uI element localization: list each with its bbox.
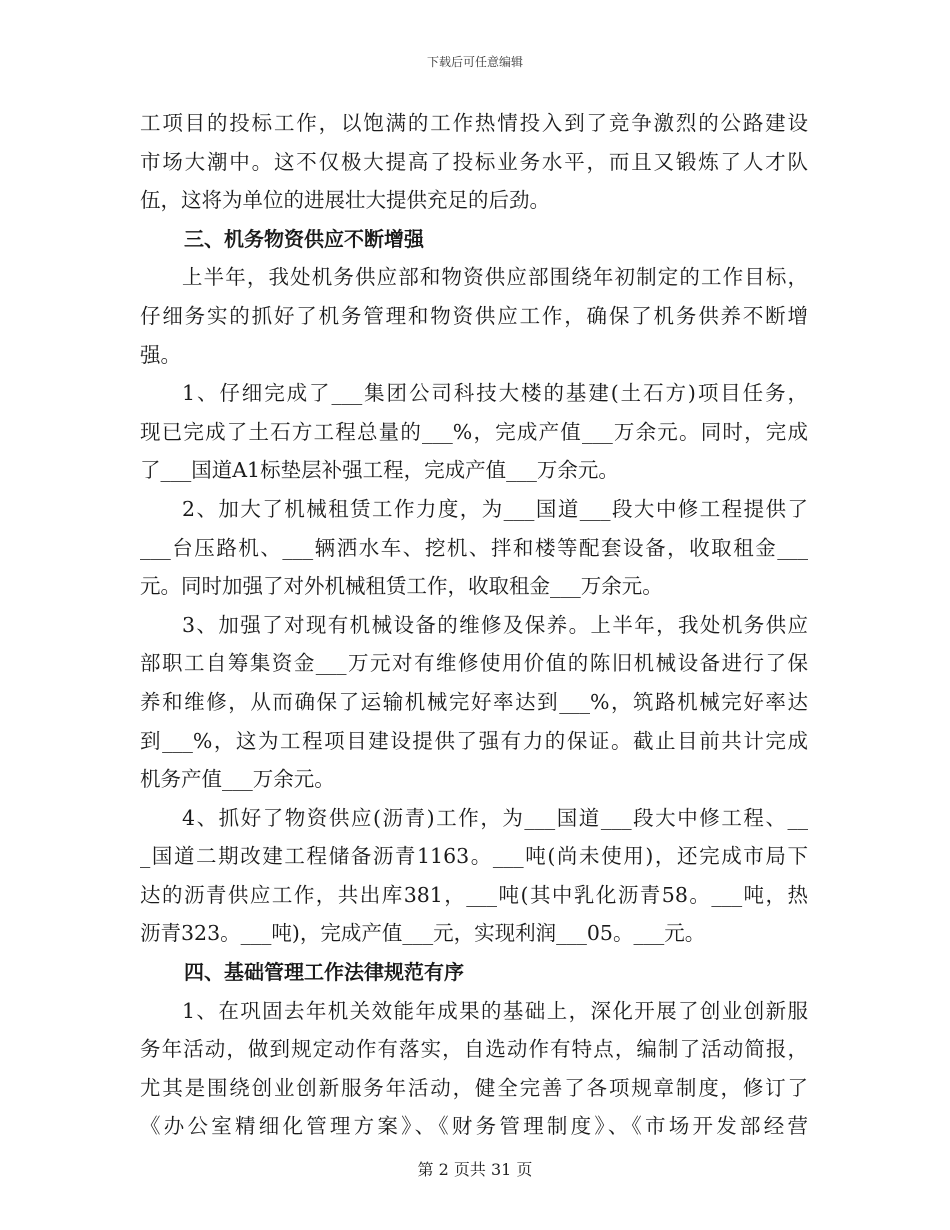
paragraph-line: 3、加强了对现有机械设备的维修及保养。上半年，我处机务供应 <box>182 612 808 637</box>
paragraph-line: _国道二期改建工程储备沥青1163。___吨(尚未使用)，还完成市局下 <box>140 844 808 869</box>
paragraph-line: 了___国道A1标垫层补强工程，完成产值___万余元。 <box>140 458 619 483</box>
paragraph-line: 达的沥青供应工作，共出库381，___吨(其中乳化沥青58。___吨，热 <box>140 882 808 907</box>
section-heading: 四、基础管理工作法律规范有序 <box>184 960 464 985</box>
paragraph-line: 机务产值___万余元。 <box>140 767 335 792</box>
paragraph-line: 到___%，这为工程项目建设提供了强有力的保证。截止目前共计完成 <box>140 728 808 753</box>
paragraph-line: 2、加大了机械租赁工作力度，为___国道___段大中修工程提供了 <box>182 496 808 521</box>
paragraph-line: 强。 <box>140 342 181 367</box>
paragraph-line: 元。同时加强了对外机械租赁工作，收取租金___万余元。 <box>140 574 663 599</box>
paragraph-line: 现已完成了土石方工程总量的___%，完成产值___万余元。同时，完成 <box>140 419 808 444</box>
paragraph-line: 仔细务实的抓好了机务管理和物资供应工作，确保了机务供养不断增 <box>140 303 808 328</box>
paragraph-line: ___台压路机、___辆洒水车、挖机、拌和楼等配套设备，收取租金___ <box>140 535 808 560</box>
paragraph-line: 工项目的投标工作，以饱满的工作热情投入到了竞争激烈的公路建设 <box>140 111 808 135</box>
document-body <box>140 104 808 1146</box>
paragraph-line: 上半年，我处机务供应部和物资供应部围绕年初制定的工作目标， <box>182 265 808 290</box>
paragraph-line: 务年活动，做到规定动作有落实，自选动作有特点，编制了活动简报， <box>140 1037 808 1062</box>
paragraph-line: 养和维修，从而确保了运输机械完好率达到___%，筑路机械完好率达 <box>140 689 808 714</box>
paragraph-line: 部职工自筹集资金___万元对有维修使用价值的陈旧机械设备进行了保 <box>140 651 808 676</box>
paragraph-line: 沥青323。___吨)，完成产值___元，实现利润___05。___元。 <box>140 921 706 946</box>
paragraph-line: 1、仔细完成了___集团公司科技大楼的基建(土石方)项目任务， <box>182 381 808 406</box>
page-header-note: 下载后可任意编辑 <box>426 55 523 69</box>
page-number-footer: 第 2 页共 31 页 <box>417 1160 533 1179</box>
paragraph-line: 市场大潮中。这不仅极大提高了投标业务水平，而且又锻炼了人才队 <box>140 149 808 174</box>
paragraph-line: 《办公室精细化管理方案》、《财务管理制度》、《市场开发部经营 <box>140 1114 808 1139</box>
paragraph-line: 尤其是围绕创业创新服务年活动，健全完善了各项规章制度，修订了 <box>140 1075 808 1100</box>
paragraph-line: 伍，这将为单位的进展壮大提供充足的后劲。 <box>140 188 550 213</box>
paragraph-line: 1、在巩固去年机关效能年成果的基础上，深化开展了创业创新服 <box>182 998 808 1023</box>
section-heading: 三、机务物资供应不断增强 <box>184 226 424 251</box>
paragraph-line: 4、抓好了物资供应(沥青)工作，为___国道___段大中修工程、__ <box>182 805 808 830</box>
